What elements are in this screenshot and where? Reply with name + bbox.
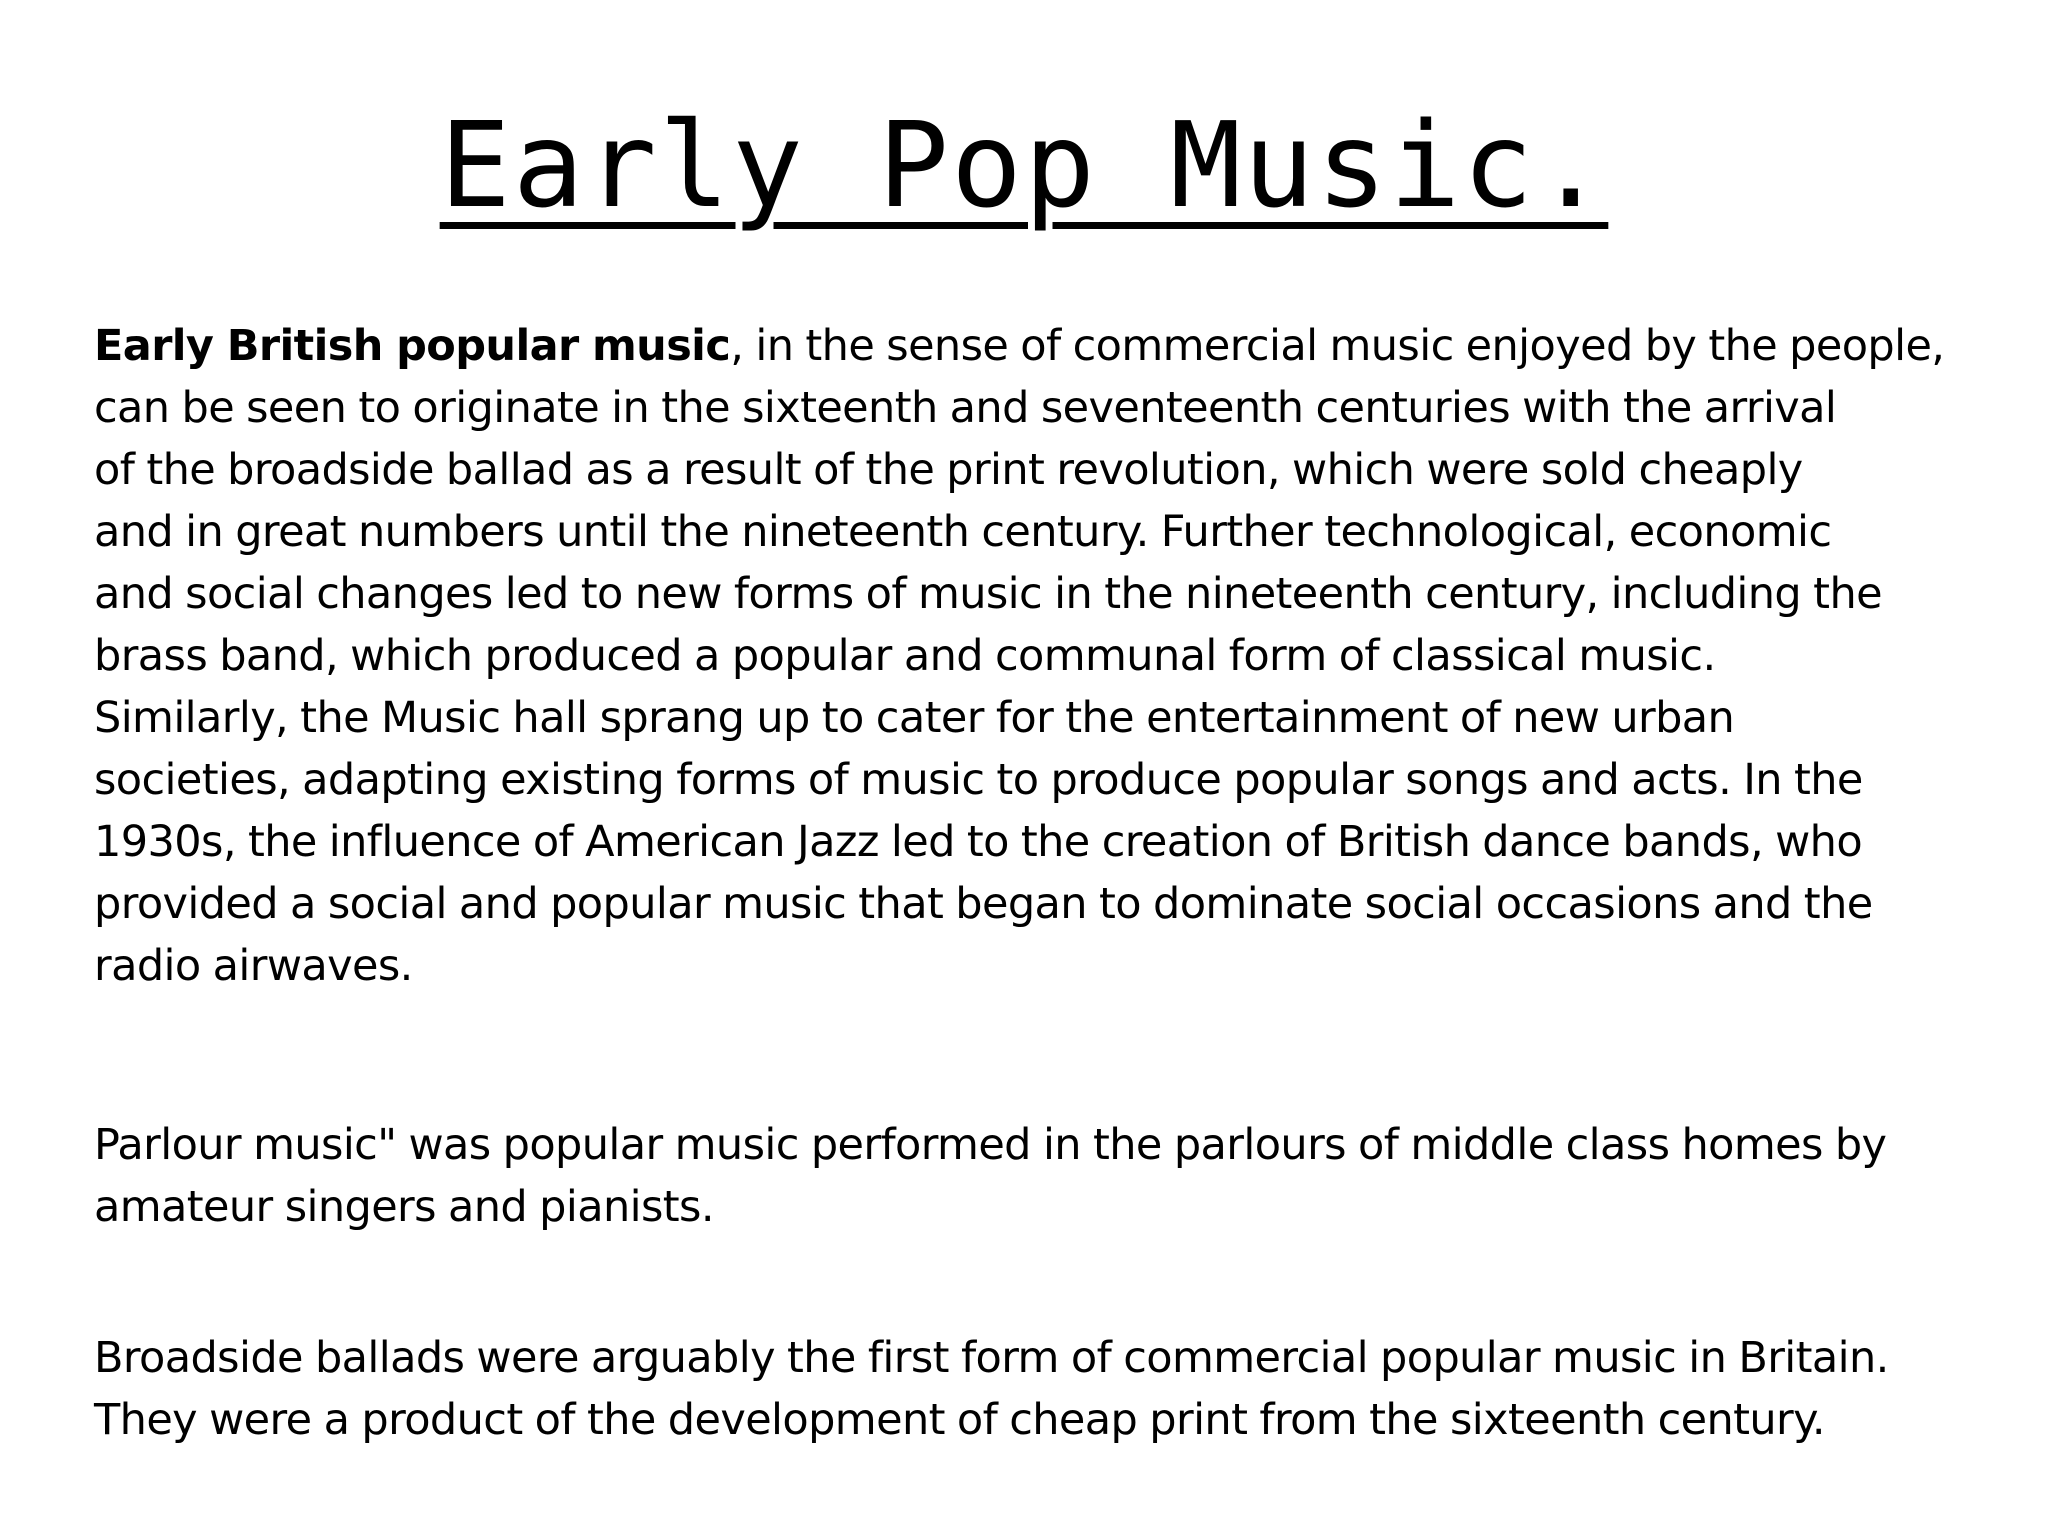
paragraph-line: Broadside ballads were arguably the first form of commercial popular music in Britain. xyxy=(94,1333,1889,1383)
paragraph-line xyxy=(94,315,1954,377)
paragraph-line: Similarly, the Music hall sprang up to cater for the entertainment of new urban xyxy=(94,693,1735,743)
paragraph-line-text: , in the sense of commercial music enjoyed by the people, xyxy=(730,321,1945,371)
paragraph-line: can be seen to originate in the sixteenth and seventeenth centuries with the arrival xyxy=(94,383,1837,433)
paragraph-line: societies, adapting existing forms of music to produce popular songs and acts. In the xyxy=(94,755,1863,805)
paragraph-line: and in great numbers until the nineteenth century. Further technological, economic xyxy=(94,507,1832,557)
paragraph-line: and social changes led to new forms of music in the nineteenth century, including the xyxy=(94,569,1882,619)
paragraph-early-british-popular-music xyxy=(94,315,1954,997)
paragraph-line: 1930s, the influence of American Jazz led to the creation of British dance bands, who xyxy=(94,817,1863,867)
slide-title: Early Pop Music. xyxy=(439,96,1609,234)
paragraph-line: provided a social and popular music that began to dominate social occasions and the xyxy=(94,879,1873,929)
paragraph-broadside-ballads xyxy=(94,1327,1954,1451)
paragraph-line: Parlour music" was popular music performed in the parlours of middle class homes by xyxy=(94,1120,1887,1170)
paragraph-line: amateur singers and pianists. xyxy=(94,1182,714,1232)
paragraph-line: They were a product of the development of cheap print from the sixteenth century. xyxy=(94,1395,1825,1445)
paragraph-parlour-music xyxy=(94,1114,1954,1238)
paragraph-line: of the broadside ballad as a result of the print revolution, which were sold cheaply xyxy=(94,445,1803,495)
paragraph-line: radio airwaves. xyxy=(94,941,413,991)
paragraph-lead-bold: Early British popular music xyxy=(94,321,731,371)
paragraph-line: brass band, which produced a popular and communal form of classical music. xyxy=(94,631,1716,681)
